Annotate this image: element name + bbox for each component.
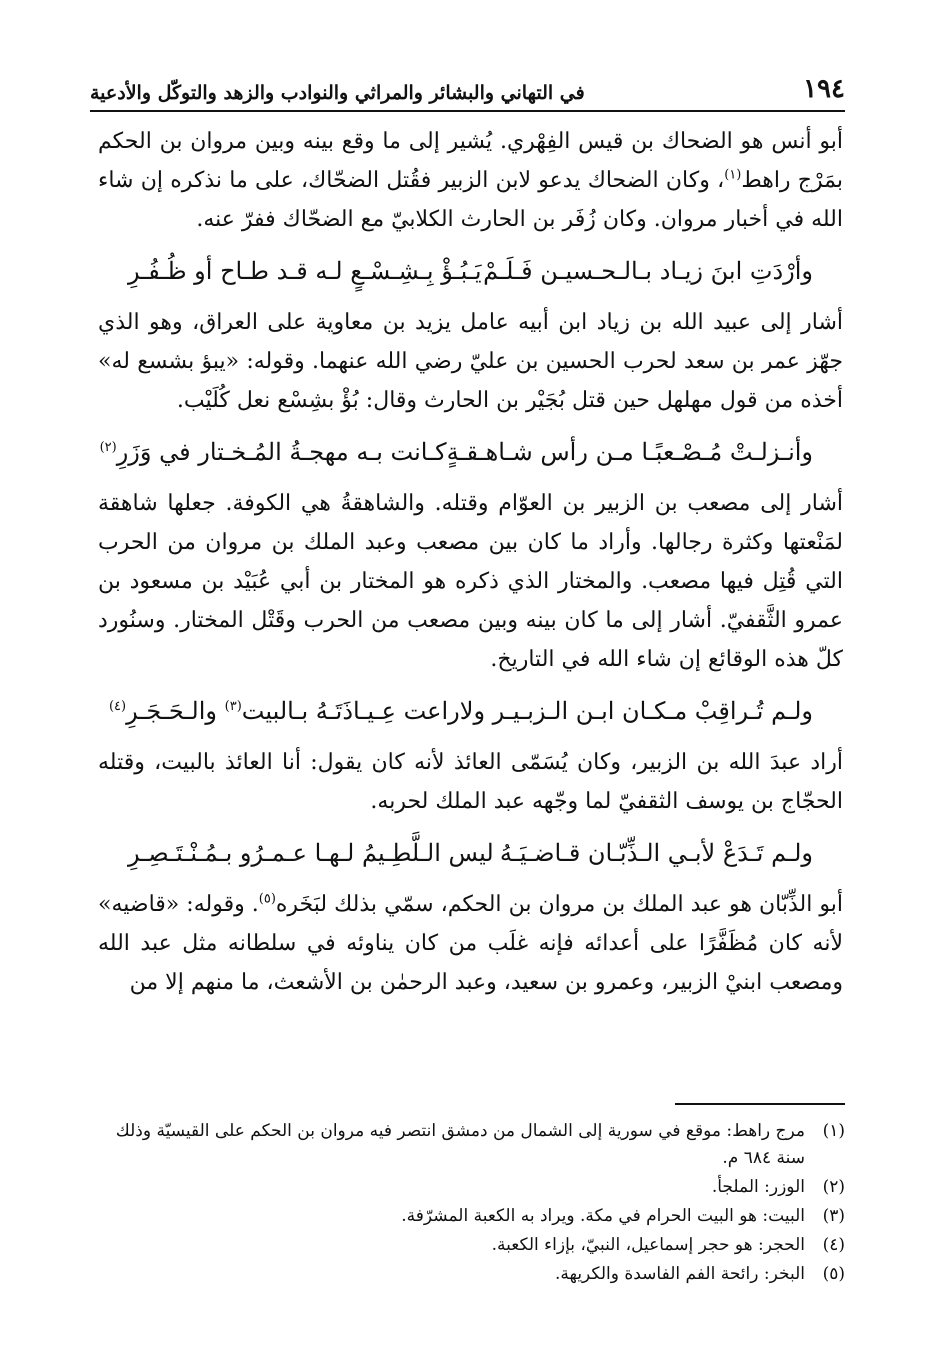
- footnote-text: البيت: هو البيت الحرام في مكة. ويراد به الكعبة المشرّفة.: [401, 1206, 805, 1226]
- verse-2: [99, 430, 813, 474]
- footnote-1: [98, 1118, 845, 1172]
- paragraph-4: أراد عبدَ الله بن الزبير، وكان يُسَمّى العائذ لأنه كان يقول: أنا العائذ بالبيت، وقتله الحجّاج بن يوسف الثقفيّ لما وجّهه عبد الملك لحربه.: [98, 750, 843, 814]
- verse-3-second-hemistich-end: والـحَـجَـرِ: [126, 697, 225, 725]
- running-title: في التهاني والبشائر والمراثي والنوادب والزهد والتوكّل والأدعية: [90, 82, 585, 104]
- paragraph-2: أشار إلى عبيد الله بن زياد ابن أبيه عامل يزيد بن معاوية على العراق، وهو الذي جهّز عمر بن سعد لحرب الحسين بن عليّ رضي الله عنهما. وقوله: «يبؤ بشسع له» أخذه من قول مهلهل حين قتل بُجَيْر بن الحارث وقال: بُؤْ بشِسْع نعل كُلَيْب.: [98, 310, 843, 413]
- footnote-ref-3: (٣): [224, 699, 242, 714]
- footnote-number: (٢): [822, 1177, 845, 1197]
- verse-4: [128, 831, 813, 875]
- footnote-2: [98, 1174, 845, 1201]
- page-header: [90, 70, 845, 112]
- paragraph-5-text: أبو الذِّبّان هو عبد الملك بن مروان بن الحكم، سمّي بذلك لبَخَره: [275, 892, 843, 917]
- paragraph-1-rest: ، وكان الضحاك يدعو لابن الزبير فقُتل الضحّاك، على ما نذكره إن شاء الله في أخبار مروان. وكان زُفَر بن الحارث الكلابيّ مع الضحّاك ففرّ عنه.: [98, 168, 843, 232]
- verse-2-second-hemistich-wrap: [100, 430, 447, 474]
- paragraph-1: [98, 122, 843, 239]
- verse-1: [128, 249, 813, 293]
- verse-4-second-hemistich: ليس الـلَّطِـيمُ لـهـا عـمـرُو بـمُـنْـتَـصِـرِ: [128, 839, 494, 867]
- paragraph-1-text: أبو أنس هو الضحاك بن قيس الفِهْري. يُشير إلى ما وقع بينه وبين مروان بن الحكم بمَرْج راهط: [98, 129, 843, 193]
- page-number: ١٩٤: [803, 74, 845, 104]
- verse-1-first-hemistich: وأرْدَتِ ابنَ زيـاد بـالـحـسيـن فَـلَـمْ: [483, 257, 813, 285]
- footnote-ref-2: (٢): [99, 440, 117, 455]
- footnote-ref-4: (٤): [108, 699, 127, 714]
- footnote-ref-1: (١): [724, 167, 742, 183]
- verse-3-second-hemistich-wrap: [109, 689, 460, 733]
- footnote-3: [98, 1203, 845, 1230]
- footnote-text: الوزر: الملجأ.: [711, 1177, 805, 1197]
- footnote-number: (١): [822, 1121, 845, 1141]
- verse-4-first-hemistich: ولـم تَـدَعْ لأبـي الـذِّبّـان قـاضـيَـهُ: [499, 839, 813, 867]
- paragraph-3: أشار إلى مصعب بن الزبير بن العوّام وقتله. والشاهقةُ هي الكوفة. جعلها شاهقة لمَنْعتها وكثرة رجالها. وأراد ما كان بين مصعب وعبد الملك بن مروان من الحرب التي قُتِل فيها مصعب. والمختار الذي ذكره هو المختار بن أبي عُبَيْد بن مسعود بن عمرو الثَّقفيّ. أشار إلى ما كان بينه وبين مصعب من الحرب وقَتْل المختار. وسنُورد كلّ هذه الوقائع إن شاء الله في التاريخ.: [98, 491, 843, 672]
- footnotes: [98, 1118, 845, 1290]
- footnote-text: البخر: رائحة الفم الفاسدة والكريهة.: [554, 1264, 805, 1284]
- footnote-number: (٣): [822, 1206, 845, 1226]
- verse-2-first-hemistich: وأنـزلـتْ مُـصْـعبًـا مـن رأس شـاهـقـةٍ: [446, 438, 813, 466]
- verse-3: [108, 689, 813, 733]
- footnote-divider: [675, 1103, 845, 1105]
- verse-1-second-hemistich: يَـبُـؤْ بِـشِـسْـعٍ لـه قـد طـاح أو ظُـفُـرِ: [128, 257, 482, 285]
- paragraph-5-rest: . وقوله: «قاضيه» لأنه كان مُظَفَّرًا على أعدائه فإنه غلَب من كان يناوئه في سلطانه مثل عبد الله ومصعب ابنيْ الزبير، وعمرو بن سعيد، وعبد الرحمٰن بن الأشعث، ما منهم إلا من: [98, 892, 844, 995]
- footnote-ref-5: (٥): [258, 891, 276, 907]
- main-text: [98, 122, 843, 1012]
- footnote-number: (٤): [822, 1235, 845, 1255]
- footnote-number: (٥): [822, 1264, 845, 1284]
- footnote-text: مرج راهط: موقع في سورية إلى الشمال من دمشق انتصر فيه مروان بن الحكم على القيسيّة وذلك سنة ٦٨٤ م.: [115, 1121, 805, 1168]
- verse-2-second-hemistich: كـانت بـه مهجـةُ المُـخـتار في وَزَرِ: [116, 438, 447, 466]
- footnote-text: الحجر: هو حجر إسماعيل، النبيّ، بإزاء الكعبة.: [491, 1235, 805, 1255]
- paragraph-5: [98, 885, 843, 1002]
- verse-3-second-hemistich: راعت عِـيـاذَتَـهُ بـالبيت: [241, 697, 460, 725]
- footnote-4: [98, 1232, 845, 1259]
- footnote-5: [98, 1261, 845, 1288]
- verse-3-first-hemistich: ولـم تُـراقِبْ مـكـان ابـن الـزبـيـر ولا: [459, 697, 813, 725]
